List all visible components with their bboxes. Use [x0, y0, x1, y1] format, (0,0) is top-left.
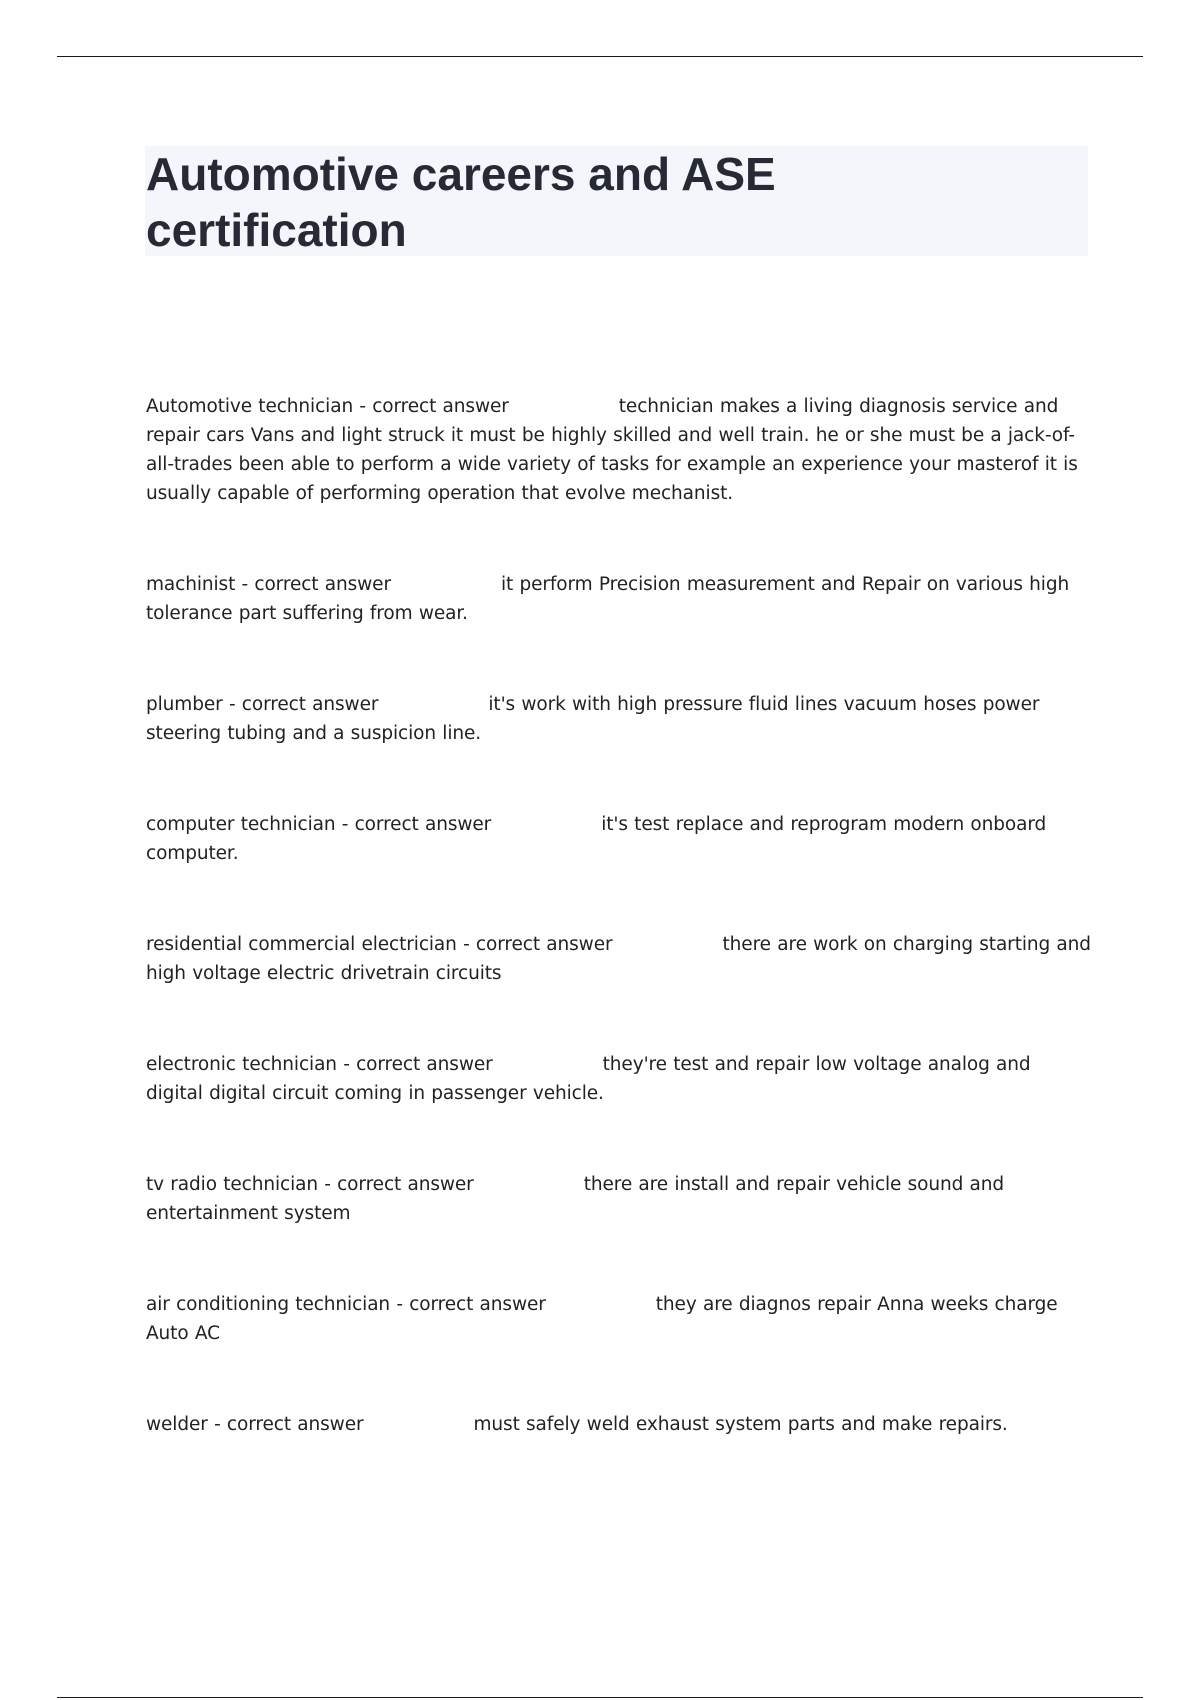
entry-definition: it's test replace and reprogram modern onboard computer. — [146, 814, 1047, 864]
flashcard-list — [146, 392, 1092, 1439]
entry-term: Automotive technician - correct answer — [146, 396, 509, 417]
entry-term: electronic technician - correct answer — [146, 1054, 493, 1075]
entry-term: plumber - correct answer — [146, 694, 379, 715]
entry-tv-radio-technician — [146, 1170, 1092, 1228]
entry-computer-technician — [146, 810, 1092, 868]
entry-residential-commercial-electrician — [146, 930, 1092, 988]
entry-term: computer technician - correct answer — [146, 814, 492, 835]
entry-term: tv radio technician - correct answer — [146, 1174, 474, 1195]
page-title: Automotive careers and ASE certification — [146, 148, 776, 256]
entry-definition: they're test and repair low voltage analog and digital digital circuit coming in passenger vehicle. — [146, 1054, 1031, 1104]
entry-definition: technician makes a living diagnosis service and repair cars Vans and light struck it must be highly skilled and well train. he or she must be a jack-of-all-trades been able to perform a wide variety of tasks for example an experience your masterof it is usually capable of performing operation that evolve mechanist. — [146, 396, 1078, 504]
top-divider — [57, 56, 1143, 57]
entry-definition: there are work on charging starting and high voltage electric drivetrain circuits — [146, 934, 1091, 984]
entry-definition: there are install and repair vehicle sound and entertainment system — [146, 1174, 1005, 1224]
entry-term: air conditioning technician - correct answer — [146, 1294, 546, 1315]
entry-plumber — [146, 690, 1092, 748]
entry-automotive-technician — [146, 392, 1092, 508]
entry-electronic-technician — [146, 1050, 1092, 1108]
entry-definition: it perform Precision measurement and Repair on various high tolerance part suffering from wear. — [146, 574, 1070, 624]
entry-machinist — [146, 570, 1092, 628]
entry-air-conditioning-technician — [146, 1290, 1092, 1348]
entry-term: welder - correct answer — [146, 1414, 364, 1435]
bottom-divider — [57, 1697, 1143, 1698]
entry-definition: they are diagnos repair Anna weeks charge Auto AC — [146, 1294, 1058, 1344]
entry-term: residential commercial electrician - correct answer — [146, 934, 613, 955]
entry-definition: must safely weld exhaust system parts and make repairs. — [473, 1414, 1008, 1435]
entry-term: machinist - correct answer — [146, 574, 391, 595]
entry-definition: it's work with high pressure fluid lines vacuum hoses power steering tubing and a suspicion line. — [146, 694, 1040, 744]
entry-welder — [146, 1410, 1092, 1439]
